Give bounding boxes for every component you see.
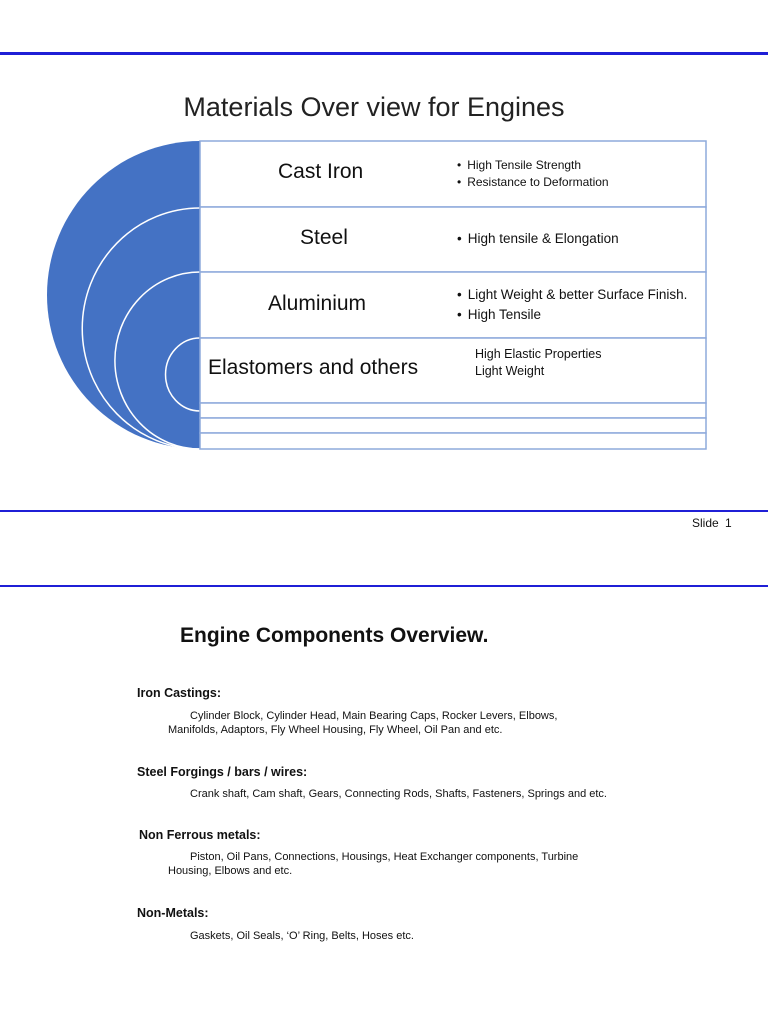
section-line: Crank shaft, Cam shaft, Gears, Connecting Rods, Shafts, Fasteners, Springs and etc. — [190, 788, 607, 800]
property-item: High Elastic Properties — [475, 347, 602, 361]
row-box-6 — [200, 418, 706, 433]
section-heading-iron-castings: Iron Castings: — [137, 686, 222, 700]
cast-iron-properties — [457, 157, 609, 191]
property-item: • Resistance to Deformation — [457, 174, 609, 191]
slide1-title: Materials Over view for Engines — [183, 92, 565, 122]
property-item: • Light Weight & better Surface Finish. — [457, 285, 687, 305]
section-line: Piston, Oil Pans, Connections, Housings, Heat Exchanger components, Turbine — [190, 851, 579, 863]
slide2-top-rule — [0, 585, 768, 587]
half-disc — [47, 141, 200, 449]
steel-properties — [457, 229, 619, 249]
material-steel: Steel — [300, 226, 348, 249]
section-line: Cylinder Block, Cylinder Head, Main Bearing Caps, Rocker Levers, Elbows, — [190, 710, 558, 722]
section-text-non-metals — [168, 929, 414, 943]
section-heading-steel-forgings: Steel Forgings / bars / wires: — [137, 765, 308, 779]
row-box-1 — [200, 141, 706, 207]
section-heading-non-ferrous: Non Ferrous metals: — [139, 828, 261, 842]
material-cast-iron: Cast Iron — [278, 160, 364, 183]
section-line: Manifolds, Adaptors, Fly Wheel Housing, Fly Wheel, Oil Pan and etc. — [168, 724, 503, 736]
property-item: • High Tensile Strength — [457, 157, 609, 174]
section-text-steel-forgings — [168, 787, 607, 801]
row-box-2 — [200, 207, 706, 272]
section-text-iron-castings — [168, 709, 557, 737]
slide-number: Slide 1 — [692, 516, 732, 530]
elastomers-properties — [475, 346, 601, 380]
section-line: Gaskets, Oil Seals, ‘O’ Ring, Belts, Hoses etc. — [190, 930, 414, 942]
slide2-title: Engine Components Overview. — [180, 624, 489, 647]
aluminium-properties — [457, 285, 687, 325]
section-line: Housing, Elbows and etc. — [168, 865, 293, 877]
section-heading-non-metals: Non-Metals: — [137, 906, 209, 920]
row-box-5 — [200, 403, 706, 418]
row-box-7 — [200, 433, 706, 449]
property-item: • High Tensile — [457, 305, 687, 325]
material-elastomers: Elastomers and others — [208, 356, 419, 379]
section-text-non-ferrous — [168, 850, 578, 878]
property-item: • High tensile & Elongation — [457, 229, 619, 249]
material-aluminium: Aluminium — [268, 292, 367, 315]
property-item: Light Weight — [475, 364, 545, 378]
